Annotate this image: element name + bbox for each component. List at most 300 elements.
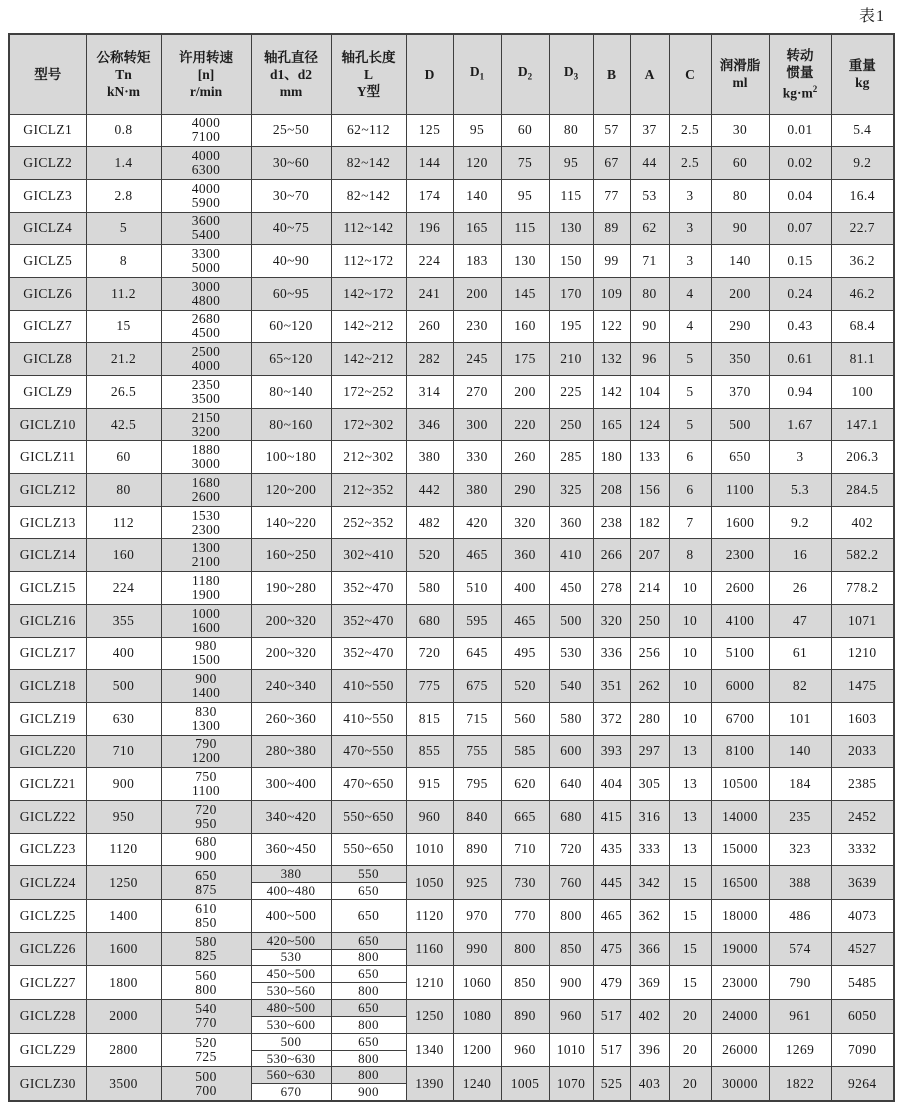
cell-grease: 15000 [711,833,769,866]
cell-torque: 11.2 [86,277,161,310]
cell-model: GICLZ12 [9,474,86,507]
cell-model: GICLZ13 [9,506,86,539]
cell-D3: 150 [549,245,593,278]
cell-bore_d: 200~320 [251,604,331,637]
cell-D2: 175 [501,343,549,376]
cell-bore_d: 160~250 [251,539,331,572]
cell-grease: 6000 [711,670,769,703]
table-row [9,900,894,933]
cell-D2: 730 [501,866,549,900]
table-row [9,245,894,278]
cell-A: 280 [630,702,669,735]
cell-D2: 400 [501,572,549,605]
cell-A: 37 [630,114,669,147]
cell-bore_l: 142~212 [331,310,406,343]
cell-bore_l: 252~352 [331,506,406,539]
col-header-speed: 许用转速 [n] r/min [161,34,251,114]
cell-bore_d: 200~320 [251,637,331,670]
cell-bore_d-lower: 530~600 [252,1017,331,1033]
cell-bore_d [251,1000,331,1034]
cell-bore_d-upper: 420~500 [252,933,331,950]
cell-speed: 4000 6300 [161,147,251,180]
table-row [9,179,894,212]
table-row [9,539,894,572]
cell-torque: 224 [86,572,161,605]
cell-bore_l-lower: 800 [332,1051,406,1067]
cell-model: GICLZ27 [9,966,86,1000]
cell-D1: 230 [453,310,501,343]
cell-grease: 500 [711,408,769,441]
cell-speed: 2500 4000 [161,343,251,376]
cell-weight: 206.3 [831,441,894,474]
col-header-bore_d: 轴孔直径 d1、d2 mm [251,34,331,114]
cell-model: GICLZ6 [9,277,86,310]
cell-weight: 16.4 [831,179,894,212]
cell-grease: 19000 [711,932,769,966]
cell-B: 89 [593,212,630,245]
cell-inertia: 0.02 [769,147,831,180]
cell-speed: 720 950 [161,800,251,833]
cell-torque: 42.5 [86,408,161,441]
cell-D3: 580 [549,702,593,735]
table-row [9,277,894,310]
cell-B: 122 [593,310,630,343]
cell-speed: 680 900 [161,833,251,866]
cell-inertia: 574 [769,932,831,966]
cell-bore_d: 80~140 [251,376,331,409]
cell-inertia: 140 [769,735,831,768]
cell-inertia: 0.43 [769,310,831,343]
cell-D1: 840 [453,800,501,833]
cell-D: 520 [406,539,453,572]
cell-A: 250 [630,604,669,637]
cell-speed: 2680 4500 [161,310,251,343]
cell-torque: 900 [86,768,161,801]
table-caption: 表1 [858,8,885,25]
cell-grease: 290 [711,310,769,343]
cell-speed: 580 825 [161,932,251,966]
cell-D: 314 [406,376,453,409]
cell-A: 156 [630,474,669,507]
cell-bore_d: 30~70 [251,179,331,212]
cell-D1: 510 [453,572,501,605]
cell-A: 104 [630,376,669,409]
cell-torque: 500 [86,670,161,703]
col-header-inertia: 转动 惯量 $kg\cdot m^2$ [769,34,831,114]
cell-bore_l-upper: 650 [332,1000,406,1017]
cell-D2: 770 [501,900,549,933]
cell-D3: 285 [549,441,593,474]
cell-D2: 710 [501,833,549,866]
cell-speed: 650 875 [161,866,251,900]
cell-model: GICLZ9 [9,376,86,409]
cell-torque: 160 [86,539,161,572]
cell-inertia: 101 [769,702,831,735]
cell-A: 396 [630,1033,669,1067]
cell-D1: 120 [453,147,501,180]
cell-C: 20 [669,1033,711,1067]
cell-bore_d: 100~180 [251,441,331,474]
cell-D: 855 [406,735,453,768]
cell-D: 224 [406,245,453,278]
cell-bore_d [251,966,331,1000]
cell-B: 278 [593,572,630,605]
cell-D3: 540 [549,670,593,703]
cell-speed: 500 700 [161,1067,251,1101]
cell-D1: 465 [453,539,501,572]
cell-D1: 140 [453,179,501,212]
col-header-model: 型号 [9,34,86,114]
cell-D3: 115 [549,179,593,212]
table-row [9,866,894,900]
cell-weight: 5485 [831,966,894,1000]
cell-D: 915 [406,768,453,801]
cell-bore_l [331,1033,406,1067]
cell-C: 7 [669,506,711,539]
cell-D3: 210 [549,343,593,376]
cell-model: GICLZ21 [9,768,86,801]
cell-torque: 26.5 [86,376,161,409]
cell-D1: 95 [453,114,501,147]
cell-torque: 950 [86,800,161,833]
cell-A: 403 [630,1067,669,1101]
cell-torque: 3500 [86,1067,161,1101]
cell-bore_l-lower: 800 [332,1017,406,1033]
cell-bore_d: 65~120 [251,343,331,376]
cell-model: GICLZ3 [9,179,86,212]
table-row [9,702,894,735]
cell-inertia: 1269 [769,1033,831,1067]
cell-inertia: 61 [769,637,831,670]
cell-torque: 15 [86,310,161,343]
cell-weight: 778.2 [831,572,894,605]
table-row [9,572,894,605]
cell-inertia: 0.61 [769,343,831,376]
col-header-bore_l: 轴孔长度 L Y型 [331,34,406,114]
cell-bore_l-upper: 650 [332,933,406,950]
cell-D1: 715 [453,702,501,735]
cell-grease: 14000 [711,800,769,833]
cell-C: 4 [669,310,711,343]
cell-D1: 925 [453,866,501,900]
cell-torque: 630 [86,702,161,735]
cell-B: 238 [593,506,630,539]
cell-D2: 620 [501,768,549,801]
cell-D2: 850 [501,966,549,1000]
cell-weight: 1603 [831,702,894,735]
cell-weight: 36.2 [831,245,894,278]
col-header-weight: 重量 kg [831,34,894,114]
cell-inertia: 47 [769,604,831,637]
cell-model: GICLZ28 [9,1000,86,1034]
cell-C: 13 [669,768,711,801]
cell-D3: 500 [549,604,593,637]
cell-C: 15 [669,932,711,966]
cell-D: 174 [406,179,453,212]
cell-grease: 24000 [711,1000,769,1034]
cell-model: GICLZ26 [9,932,86,966]
table-row [9,506,894,539]
cell-bore_d [251,866,331,900]
cell-inertia: 5.3 [769,474,831,507]
cell-weight: 9.2 [831,147,894,180]
cell-D: 260 [406,310,453,343]
cell-model: GICLZ5 [9,245,86,278]
cell-D: 960 [406,800,453,833]
cell-grease: 4100 [711,604,769,637]
cell-A: 362 [630,900,669,933]
cell-model: GICLZ2 [9,147,86,180]
cell-C: 6 [669,474,711,507]
cell-speed: 3000 4800 [161,277,251,310]
cell-speed: 3600 5400 [161,212,251,245]
cell-inertia: 323 [769,833,831,866]
cell-weight: 1210 [831,637,894,670]
cell-bore_l [331,932,406,966]
cell-grease: 90 [711,212,769,245]
cell-D2: 200 [501,376,549,409]
cell-A: 402 [630,1000,669,1034]
cell-C: 15 [669,966,711,1000]
cell-bore_d-lower: 400~480 [252,883,331,899]
cell-D2: 95 [501,179,549,212]
cell-model: GICLZ1 [9,114,86,147]
col-header-D: D [406,34,453,114]
cell-D2: 665 [501,800,549,833]
cell-B: 109 [593,277,630,310]
cell-D3: 720 [549,833,593,866]
cell-weight: 81.1 [831,343,894,376]
cell-D1: 890 [453,833,501,866]
cell-A: 96 [630,343,669,376]
cell-D2: 115 [501,212,549,245]
cell-D3: 450 [549,572,593,605]
cell-D1: 795 [453,768,501,801]
cell-A: 256 [630,637,669,670]
cell-bore_l: 470~550 [331,735,406,768]
cell-inertia: 16 [769,539,831,572]
cell-inertia: 235 [769,800,831,833]
cell-inertia: 0.07 [769,212,831,245]
cell-inertia: 0.94 [769,376,831,409]
cell-C: 20 [669,1000,711,1034]
cell-D3: 225 [549,376,593,409]
cell-torque: 1250 [86,866,161,900]
cell-D2: 1005 [501,1067,549,1101]
cell-torque: 1120 [86,833,161,866]
table-row [9,604,894,637]
cell-A: 90 [630,310,669,343]
cell-weight: 68.4 [831,310,894,343]
cell-torque: 1.4 [86,147,161,180]
cell-C: 6 [669,441,711,474]
cell-D3: 410 [549,539,593,572]
cell-bore_l: 352~470 [331,572,406,605]
cell-C: 5 [669,376,711,409]
cell-torque: 710 [86,735,161,768]
cell-inertia: 184 [769,768,831,801]
cell-inertia: 0.04 [769,179,831,212]
cell-D: 442 [406,474,453,507]
cell-D1: 1240 [453,1067,501,1101]
cell-bore_d-lower: 670 [252,1084,331,1100]
cell-D: 1390 [406,1067,453,1101]
cell-B: 266 [593,539,630,572]
cell-inertia: 0.15 [769,245,831,278]
cell-A: 124 [630,408,669,441]
cell-speed: 900 1400 [161,670,251,703]
cell-bore_d: 60~95 [251,277,331,310]
cell-bore_l: 302~410 [331,539,406,572]
cell-B: 435 [593,833,630,866]
header-row [9,34,894,114]
cell-B: 393 [593,735,630,768]
cell-bore_d [251,932,331,966]
cell-D: 1210 [406,966,453,1000]
cell-B: 208 [593,474,630,507]
cell-C: 5 [669,408,711,441]
cell-B: 517 [593,1033,630,1067]
cell-D1: 970 [453,900,501,933]
cell-model: GICLZ22 [9,800,86,833]
table-body [9,114,894,1101]
cell-grease: 60 [711,147,769,180]
cell-C: 4 [669,277,711,310]
cell-D: 144 [406,147,453,180]
cell-D2: 890 [501,1000,549,1034]
cell-grease: 370 [711,376,769,409]
cell-C: 5 [669,343,711,376]
cell-D: 680 [406,604,453,637]
cell-bore_l-upper: 550 [332,866,406,883]
cell-speed: 790 1200 [161,735,251,768]
cell-bore_d-lower: 530~630 [252,1051,331,1067]
cell-inertia: 790 [769,966,831,1000]
cell-speed: 3300 5000 [161,245,251,278]
cell-D: 1010 [406,833,453,866]
cell-torque: 0.8 [86,114,161,147]
cell-bore_d: 40~75 [251,212,331,245]
cell-C: 15 [669,900,711,933]
cell-B: 336 [593,637,630,670]
cell-torque: 8 [86,245,161,278]
cell-D2: 585 [501,735,549,768]
cell-D1: 1060 [453,966,501,1000]
cell-inertia: 0.24 [769,277,831,310]
cell-model: GICLZ4 [9,212,86,245]
col-header-grease: 润滑脂 ml [711,34,769,114]
cell-torque: 1800 [86,966,161,1000]
cell-D1: 165 [453,212,501,245]
cell-C: 20 [669,1067,711,1101]
table-row [9,114,894,147]
cell-inertia: 82 [769,670,831,703]
cell-bore_d-upper: 480~500 [252,1000,331,1017]
cell-D1: 245 [453,343,501,376]
cell-D2: 160 [501,310,549,343]
cell-D: 720 [406,637,453,670]
cell-bore_l: 410~550 [331,702,406,735]
cell-speed: 540 770 [161,1000,251,1034]
cell-grease: 350 [711,343,769,376]
cell-model: GICLZ14 [9,539,86,572]
cell-bore_d-upper: 450~500 [252,966,331,983]
cell-weight: 3639 [831,866,894,900]
cell-speed: 560 800 [161,966,251,1000]
cell-D1: 300 [453,408,501,441]
table-row [9,1000,894,1034]
cell-D3: 850 [549,932,593,966]
cell-D2: 465 [501,604,549,637]
table-row [9,408,894,441]
cell-A: 262 [630,670,669,703]
table-row [9,670,894,703]
cell-bore_l: 112~142 [331,212,406,245]
cell-inertia: 9.2 [769,506,831,539]
cell-D1: 380 [453,474,501,507]
cell-D2: 520 [501,670,549,703]
cell-weight: 2452 [831,800,894,833]
cell-C: 3 [669,179,711,212]
cell-D2: 800 [501,932,549,966]
cell-model: GICLZ30 [9,1067,86,1101]
cell-inertia: 961 [769,1000,831,1034]
cell-torque: 21.2 [86,343,161,376]
cell-grease: 23000 [711,966,769,1000]
cell-B: 320 [593,604,630,637]
cell-C: 10 [669,702,711,735]
cell-A: 297 [630,735,669,768]
cell-grease: 30 [711,114,769,147]
table-row [9,833,894,866]
cell-D1: 183 [453,245,501,278]
cell-weight: 22.7 [831,212,894,245]
cell-D: 1160 [406,932,453,966]
table-row [9,212,894,245]
cell-bore_l: 142~212 [331,343,406,376]
cell-bore_d [251,1067,331,1101]
cell-D: 282 [406,343,453,376]
cell-weight: 582.2 [831,539,894,572]
cell-D: 241 [406,277,453,310]
cell-inertia: 26 [769,572,831,605]
table-row [9,966,894,1000]
coupling-spec-table [8,33,895,1102]
cell-C: 8 [669,539,711,572]
table-row [9,474,894,507]
cell-bore_l: 212~302 [331,441,406,474]
cell-torque: 60 [86,441,161,474]
cell-torque: 2000 [86,1000,161,1034]
cell-weight: 1475 [831,670,894,703]
cell-grease: 1100 [711,474,769,507]
cell-A: 62 [630,212,669,245]
cell-D3: 530 [549,637,593,670]
cell-weight: 7090 [831,1033,894,1067]
cell-speed: 980 1500 [161,637,251,670]
cell-grease: 80 [711,179,769,212]
cell-B: 165 [593,408,630,441]
col-header-D2: $D_2$ [501,34,549,114]
col-header-A: A [630,34,669,114]
cell-D3: 325 [549,474,593,507]
cell-D: 1120 [406,900,453,933]
cell-A: 333 [630,833,669,866]
cell-bore_l-upper: 650 [332,966,406,983]
cell-model: GICLZ11 [9,441,86,474]
table-row [9,768,894,801]
cell-model: GICLZ15 [9,572,86,605]
